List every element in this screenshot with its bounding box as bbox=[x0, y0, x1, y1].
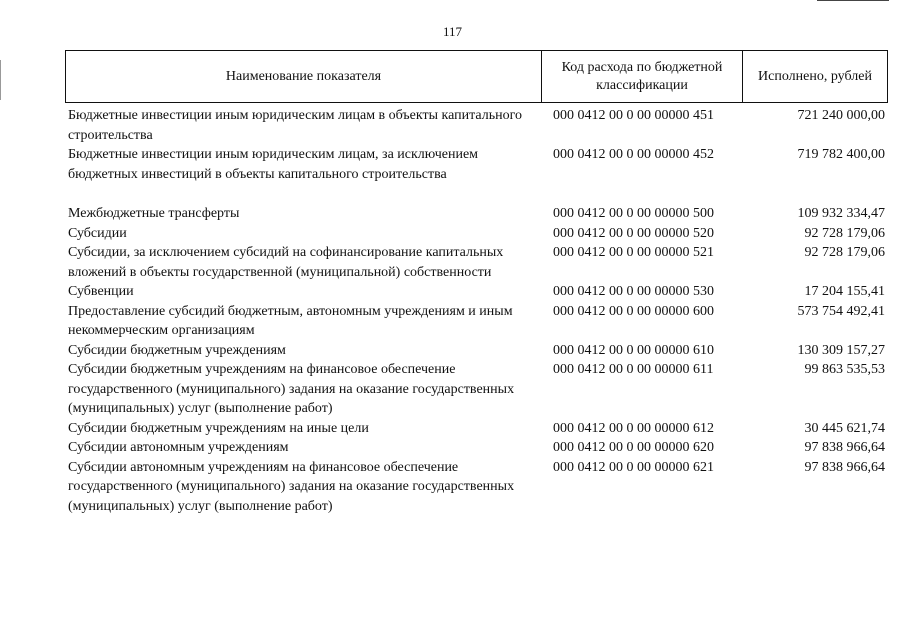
row-name: Субсидии бюджетным учреждениям на финансовое обеспечение государственного (муниципального) задания на оказание государственных (муниципальных) услуг (выполнение работ) bbox=[68, 362, 515, 416]
table-row bbox=[0, 341, 905, 361]
table-row bbox=[0, 106, 905, 145]
row-amount: 99 863 535,53 bbox=[804, 362, 885, 377]
row-amount: 97 838 966,64 bbox=[804, 440, 885, 455]
row-amount: 719 782 400,00 bbox=[797, 147, 885, 162]
row-code: 000 0412 00 0 00 00000 621 bbox=[553, 459, 714, 475]
page-number: 117 bbox=[442, 24, 463, 39]
row-name: Субсидии, за исключением субсидий на софинансирование капитальных вложений в объекты государственной (муниципальной) собственности bbox=[68, 245, 504, 280]
scan-artifact-line bbox=[0, 60, 1, 100]
row-name: Субвенции bbox=[68, 284, 134, 299]
table-row bbox=[0, 419, 905, 439]
table-row bbox=[0, 224, 905, 244]
row-code: 000 0412 00 0 00 00000 612 bbox=[553, 420, 714, 436]
row-code: 000 0412 00 0 00 00000 620 bbox=[553, 440, 714, 455]
row-code: 000 0412 00 0 00 00000 521 bbox=[553, 245, 714, 260]
row-name: Субсидии bbox=[68, 225, 127, 241]
row-code: 000 0412 00 0 00 00000 452 bbox=[553, 147, 714, 162]
table-row bbox=[0, 438, 905, 458]
scan-artifact-line bbox=[817, 0, 889, 1]
row-code: 000 0412 00 0 00 00000 600 bbox=[553, 303, 714, 319]
row-name: Субсидии автономным учреждениям на финансовое обеспечение государственного (муниципального) задания на оказание государственных (муниципальных) услуг (выполнение работ) bbox=[68, 459, 515, 514]
row-code: 000 0412 00 0 00 00000 530 bbox=[553, 284, 714, 299]
row-name: Предоставление субсидий бюджетным, автономным учреждениям и иным некоммерческим организациям bbox=[68, 303, 513, 338]
table-body bbox=[0, 106, 905, 516]
table-row bbox=[0, 360, 905, 419]
table-row bbox=[0, 302, 905, 341]
row-amount: 30 445 621,74 bbox=[804, 420, 885, 436]
row-amount: 130 309 157,27 bbox=[797, 342, 885, 358]
column-header-code: Код расхода по бюджетной классификации bbox=[542, 51, 743, 102]
row-name: Бюджетные инвестиции иным юридическим лицам, за исключением бюджетных инвестиций в объекты капитального строительства bbox=[68, 147, 479, 182]
row-code: 000 0412 00 0 00 00000 610 bbox=[553, 342, 714, 358]
column-header-name: Наименование показателя bbox=[66, 51, 542, 102]
row-amount: 97 838 966,64 bbox=[804, 459, 885, 475]
table-header bbox=[65, 50, 888, 103]
row-amount: 721 240 000,00 bbox=[797, 108, 885, 123]
table-row bbox=[0, 243, 905, 282]
row-name: Субсидии бюджетным учреждениям на иные цели bbox=[68, 420, 369, 436]
table-row bbox=[0, 204, 905, 224]
row-code: 000 0412 00 0 00 00000 611 bbox=[553, 362, 714, 377]
row-spacer bbox=[0, 184, 905, 204]
table-row bbox=[0, 282, 905, 302]
row-name: Бюджетные инвестиции иным юридическим лицам в объекты капитального строительства bbox=[68, 108, 523, 143]
row-code: 000 0412 00 0 00 00000 451 bbox=[553, 108, 714, 123]
row-amount: 573 754 492,41 bbox=[797, 303, 885, 319]
table-row bbox=[0, 458, 905, 517]
row-code: 000 0412 00 0 00 00000 500 bbox=[553, 206, 714, 221]
row-amount: 92 728 179,06 bbox=[804, 225, 885, 241]
row-name: Межбюджетные трансферты bbox=[68, 206, 240, 221]
column-header-amount: Исполнено, рублей bbox=[758, 68, 872, 84]
table-row bbox=[0, 145, 905, 184]
row-code: 000 0412 00 0 00 00000 520 bbox=[553, 225, 714, 241]
row-amount: 17 204 155,41 bbox=[804, 284, 885, 299]
row-name: Субсидии автономным учреждениям bbox=[68, 440, 289, 455]
row-amount: 109 932 334,47 bbox=[797, 206, 885, 221]
row-amount: 92 728 179,06 bbox=[804, 245, 885, 260]
row-name: Субсидии бюджетным учреждениям bbox=[68, 342, 286, 358]
